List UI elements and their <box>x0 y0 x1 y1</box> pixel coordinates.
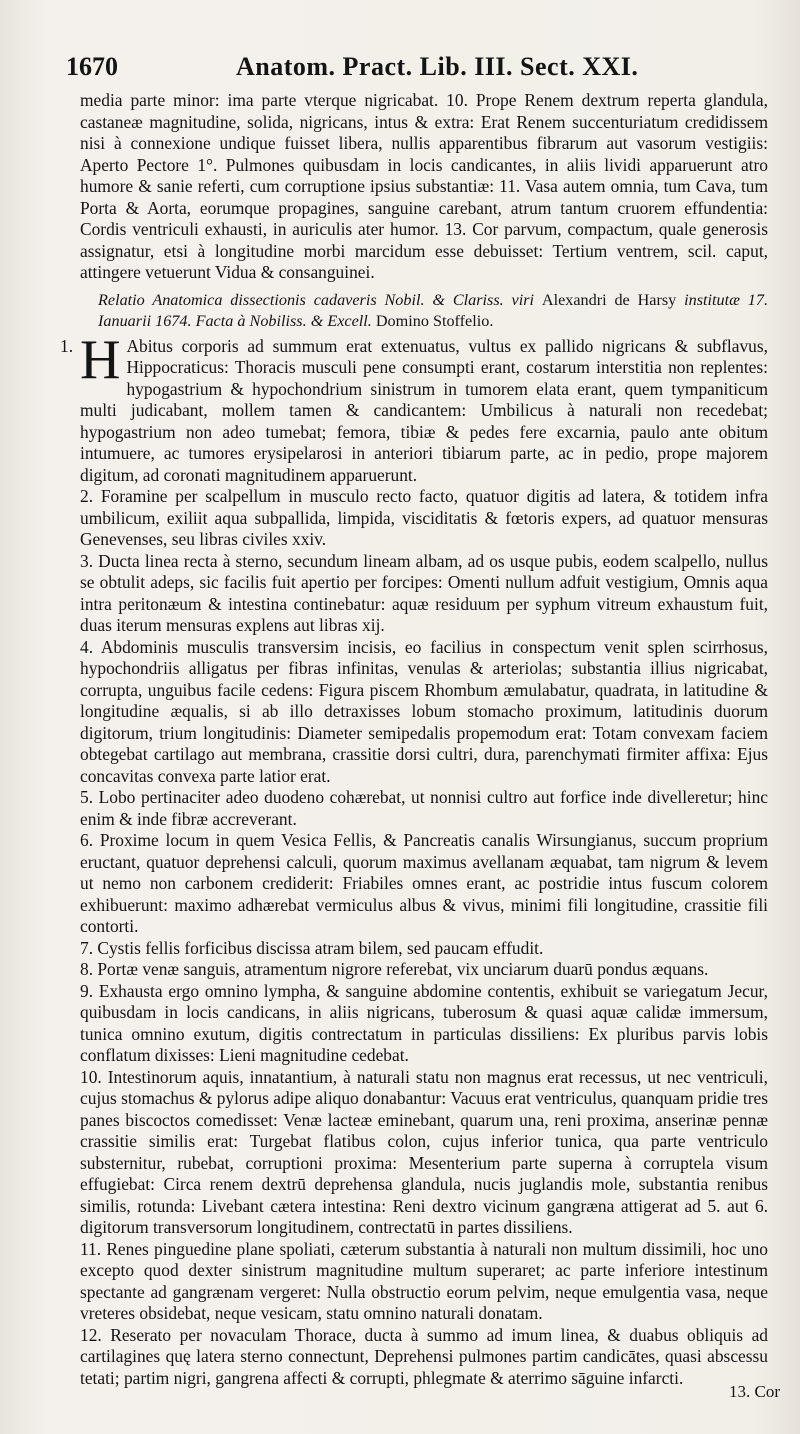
paragraph-9: 9. Exhausta ergo omnino lympha, & sanguine abdomine contentis, exhibuit se variegatum Jecur, quibusdam in locis candicans, in aliis nigricans, tuberosum & quasi aquæ calidæ immersum, tunica omnino exutum, digitis contrectatum in particulas dissiliens: Ex pluribus parvis lobis conflatum dixisses: Lieni magnitudine cedebat. <box>80 980 768 1065</box>
paragraph-11: 11. Renes pinguedine plane spoliati, cæterum substantia à naturali non multum dissimili, hoc uno excepto quod dexter sinistrum magnitudine multum superaret; ac parte inferiore intestinum spectante ad gangrænam vergeret: Nulla obstructio eorum pelvim, neque emulgentia vasa, neque vreteres obsidebat, neque vesicam, statu omnino naturali donatam. <box>80 1238 768 1323</box>
paragraph-5: 5. Lobo pertinaciter adeo duodeno cohærebat, ut nonnisi cultro aut forfice inde divelleretur; hinc enim & inde fibræ accreverant. <box>80 787 768 829</box>
title-italic-b: institutæ 17. Ianuarii 1674. Facta à Nobiliss. & Excell. <box>98 290 768 330</box>
paragraph-7: 7. Cystis fellis forficibus discissa atram bilem, sed paucam effudit. <box>80 937 544 958</box>
paragraph-3: 3. Ducta linea recta à sterno, secundum lineam albam, ad os usque pubis, eodem scalpello, nullus se obtulit adeps, sic facilis fuit apertio per forcipes: Omenti nullum adfuit vestigium, Omnis aqua intra peritonæum & intestina continebatur: aquæ residuum per syphum vitreum exhaustum fuit, duas iterum mensuras explens aut libras xij. <box>80 550 768 635</box>
paragraph-2: 2. Foramine per scalpellum in musculo recto facto, quatuor digitis ad latera, & totidem infra umbilicum, exiliit aqua subpallida, limpida, visciditatis & fœtoris expers, ad quatuor mensuras Genevenses, seu libras civiles xxiv. <box>80 486 768 549</box>
body-text <box>60 90 768 1389</box>
catchword: 13. Cor <box>729 1382 780 1401</box>
page-header <box>66 52 768 90</box>
intro-paragraph: media parte minor: ima parte vterque nigricabat. 10. Prope Renem dextrum reperta glandula, castaneæ magnitudine, solida, nigricans, intus & extra: Erat Renem succenturiatum credidissem nisi à connexione undique fuisset libera, nullis apparentibus fibrarum aut vasorum vestigiis: Aperto Pectore 1°. Pulmones quibusdam in locis candicantes, in aliis lividi apparuerunt atro humore & sanie referti, cum corruptione ipsius substantiæ: 11. Vasa autem omnia, tum Cava, tum Porta & Aorta, eorumque propagines, sanguine carebant, atrum tantum cruorem effundentia: Cordis ventriculi exhausti, in auriculis ater humor. 13. Cor parvum, compactum, quale generosis assignatur, etsi à longitudine morbi marcidum esse debuisset: Tertium ventrem, scil. caput, attingere vetuerunt Vidua & consanguinei. <box>80 90 768 282</box>
paragraph-number: 1. <box>60 335 74 356</box>
page-number: 1670 <box>66 52 118 81</box>
paragraph-12: 12. Reserato per novaculam Thorace, ducta à summo ad imum linea, & duabus obliquis ad cartilagines quę latera sterno connectunt, Deprehensi pulmones partim candicātes, quasi abscessu tetati; partim nigri, gangrena affecti & corrupti, phlegmate & aterrimo sāguine infarcti. <box>80 1324 768 1388</box>
paragraph-4: 4. Abdominis musculis transversim incisis, eo facilius in conspectum venit splen scirrhosus, hypochondriis alligatus per fibras infinitas, venulas & arteriolas; substantia illius nigricabat, corrupta, unguibus facile cedens: Figura piscem Rhombum æmulabatur, quadrata, in latitudine & longitudine æqualis, si ab illo detraxisses lobum stomacho proximum, latitudinis duorum digitorum, trium longitudinis: Diameter semipedalis propemodum erat: Totam convexam faciem obtegebat cartilago aut membrana, crassitie dorsi cultri, dura, parenchymati firmiter affixa: Ejus concavitas convexa parte latior erat. <box>80 636 768 786</box>
paragraph-1 <box>60 328 768 487</box>
paragraph-text: Abitus corporis ad summum erat extenuatus, vultus ex pallido nigricans & subflavus, Hippocraticus: Thoracis musculi pene consumpti erant, costarum interstitia non replentes: hypogastrium & hypochondrium sinistrum in tumorem elata erant, quem tympaniticum multi judicabant, mollem tamen & candicantem: Umbilicus à naturali non recedebat; hypogastrium non adeo tumebat; femora, tibiæ & pedes fere excarnia, paulo ante obitum intumuere, ac tumores erysipelarosi in anteriori tibiarum parte, ac in pedio, prope majorem digitum, ad coronati magnitudinem apparuerunt. <box>80 335 768 485</box>
paragraph-10: 10. Intestinorum aquis, innatantium, à naturali statu non magnus erat recessus, ut nec ventriculi, cujus stomachus & pylorus adipe aliquo donabantur: Vacuus erat ventriculus, quanquam pridie tres panes biscoctos comedisset: Venæ lacteæ eminebant, quarum una, reni proxima, anserinæ pennæ crassitie similis erat: Turgebat flatibus colon, cujus inferior tunica, qua parte ventriculo substernitur, rubebat, corruptioni proxima: Mesenterium parte superna à corruptela visum effugiebat: Circa renem dextrū deprehensa glandula, nucis juglandis mole, substantia renibus similis, rotunda: Livebant cætera intestina: Reni dextro vicinum gangræna attigerat ad 5. aut 6. digitorum transversorum longitudinem, contrectatū in partes dissiliens. <box>80 1066 768 1237</box>
title-author: Domino Stoffelio. <box>375 311 494 330</box>
drop-cap: H <box>80 328 121 391</box>
paragraph-6: 6. Proxime locum in quem Vesica Fellis, & Pancreatis canalis Wirsungianus, succum proprium eructant, quatuor deprehensi calculi, quorum maximus avellanam æquabat, tam nigrum & levem ut nemo non carbonem crediderit: Friabiles omnes erant, ac postridie intus fuscum colorem exhibuerunt: maximo adhærebat vermiculus albus & vivus, minimi fili longitudine, crassitie fili contorti. <box>80 830 768 936</box>
running-head: Anatom. Pract. Lib. III. Sect. XXI. <box>236 52 639 81</box>
section-title <box>80 290 768 332</box>
paragraph-8: 8. Portæ venæ sanguis, atramentum nigrore referebat, vix unciarum duarū pondus æquans. <box>80 959 709 979</box>
title-name: Alexandri de Harsy <box>541 290 677 309</box>
title-italic-a: Relatio Anatomica dissectionis cadaveris Nobil. & Clariss. viri <box>98 290 535 309</box>
